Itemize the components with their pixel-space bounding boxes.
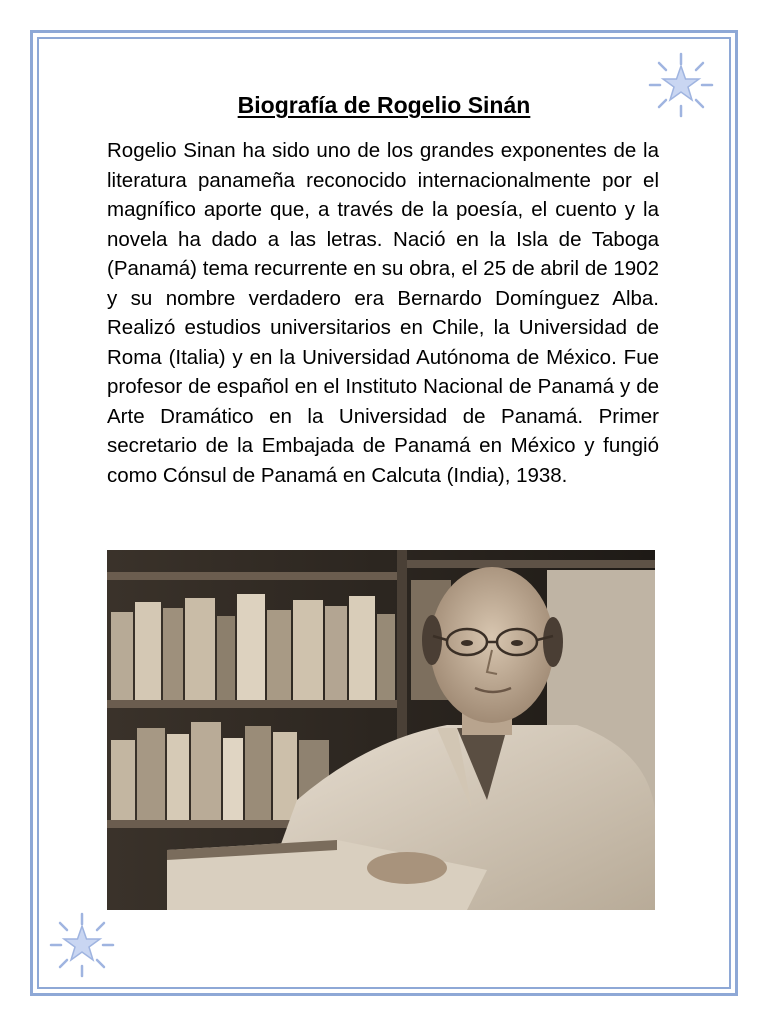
biography-paragraph: Rogelio Sinan ha sido uno de los grandes exponentes de la literatura panameña reconocido internacionalmente por el magnífico aporte que, a través de la poesía, el cuento y la novela ha dado a las letras. Nació en la Isla de Taboga (Panamá) tema recurrente en su obra, el 25 de abril de 1902 y su nombre verdadero era Bernardo Domínguez Alba. Realizó estudios universitarios en Chile, la Universidad de Roma (Italia) y en la Universidad Autónoma de México. Fue profesor de español en el Instituto Nacional de Panamá y de Arte Dramático en la Universidad de Panamá. Primer secretario de la Embajada de Panamá en México y fungió como Cónsul de Panamá en Calcuta (India), 1938. <box>107 139 659 487</box>
portrait-photo <box>107 550 655 910</box>
sparkle-star-icon <box>47 910 117 980</box>
page-title: Biografía de Rogelio Sinán <box>237 92 531 118</box>
